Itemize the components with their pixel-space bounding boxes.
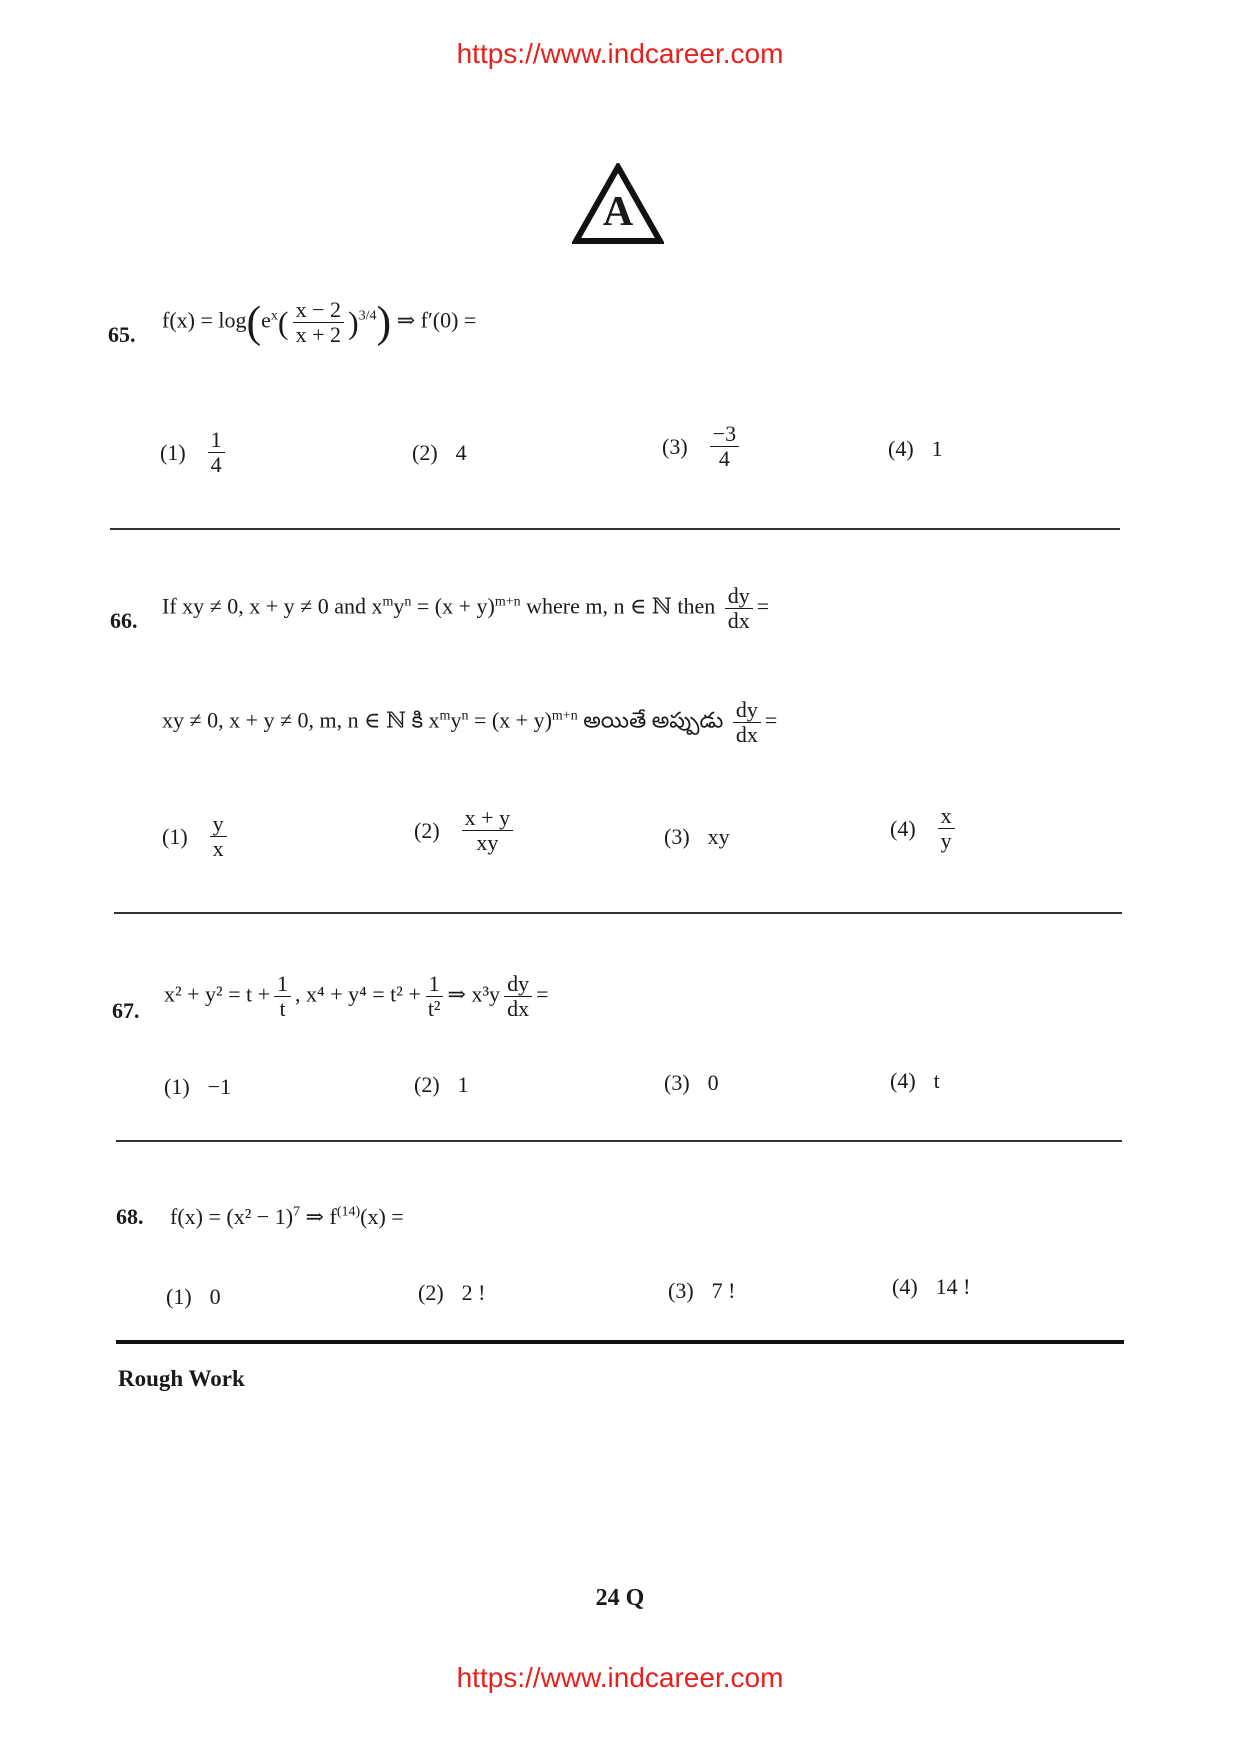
thick-divider	[116, 1340, 1124, 1344]
q65-frac-den: x + 2	[295, 322, 341, 348]
frac-num: dy	[504, 972, 532, 997]
frac-num: 1	[208, 428, 225, 453]
option-label: (2)	[412, 440, 438, 465]
q66-te-post: అయితే అప్పుడు	[577, 707, 724, 733]
divider	[114, 912, 1122, 914]
frac-num: dy	[725, 584, 753, 609]
frac-den: xy	[476, 830, 499, 856]
q67-option-3[interactable]	[664, 1070, 719, 1096]
frac-den: t	[279, 996, 286, 1022]
question-66-stem-english	[162, 584, 769, 633]
frac-num: −3	[710, 422, 739, 447]
booklet-code: A	[602, 189, 634, 235]
q67-frac-1	[274, 972, 291, 1021]
q66-en-pre: If xy ≠ 0, x + y ≠ 0 and x	[162, 593, 383, 619]
q68-p14: (14)	[336, 1204, 361, 1220]
q65-frac-num: x − 2	[293, 298, 344, 323]
option-fraction	[208, 428, 225, 477]
frac-num: 1	[426, 972, 443, 997]
option-label: (4)	[892, 1274, 918, 1299]
q65-option-2[interactable]	[412, 440, 467, 466]
q65-e: e	[261, 307, 271, 333]
q65-option-1[interactable]	[160, 428, 229, 477]
option-label: (3)	[668, 1278, 694, 1303]
option-value: 14 !	[935, 1274, 971, 1299]
q68-option-1[interactable]	[166, 1284, 221, 1310]
option-value: 0	[209, 1284, 221, 1309]
q65-option-3[interactable]	[662, 422, 743, 471]
question-66-number: 66.	[110, 608, 138, 633]
header-url[interactable]: https://www.indcareer.com	[456, 38, 784, 69]
option-label: (3)	[664, 824, 690, 849]
option-label: (2)	[414, 817, 440, 843]
q65-fraction	[293, 298, 344, 347]
option-fraction	[710, 422, 739, 471]
q66-te-y: y	[450, 707, 462, 733]
frac-num: x + y	[462, 806, 513, 831]
frac-den: 4	[718, 446, 730, 472]
q66-en-post: where m, n ∈ ℕ then	[520, 593, 716, 619]
option-value: t	[933, 1068, 940, 1093]
q68-c: (x) =	[360, 1204, 404, 1229]
frac-den: t²	[427, 996, 441, 1022]
q66-en-eq: =	[756, 593, 770, 619]
footer-url[interactable]: https://www.indcareer.com	[456, 1662, 784, 1693]
q66-te-m: m	[439, 708, 451, 724]
option-label: (1)	[162, 823, 188, 849]
question-68-stem	[170, 1204, 404, 1230]
question-67-number: 67.	[112, 998, 140, 1023]
option-label: (1)	[164, 1074, 190, 1099]
q68-option-4[interactable]	[892, 1274, 970, 1300]
question-65-stem: $f(x) = \log(e^x$( $\frac{x - 2}{x + 2}$ )$^{3/4}$) ⇒ f′(0) =	[162, 297, 477, 348]
option-fraction	[210, 812, 227, 861]
q66-te-n: n	[461, 708, 469, 724]
q66-en-mid: = (x + y)	[411, 593, 495, 619]
q67-derivative	[504, 972, 532, 1021]
frac-den: x	[212, 836, 224, 862]
q66-te-pre: xy ≠ 0, x + y ≠ 0, m, n ∈ ℕ కి x	[162, 707, 440, 733]
q65-power: 3/4	[358, 308, 377, 324]
frac-den: y	[940, 828, 952, 854]
option-value: 2 !	[461, 1280, 486, 1305]
option-fraction	[462, 806, 513, 855]
q66-en-y: y	[393, 593, 405, 619]
q65-option-4[interactable]	[888, 436, 943, 462]
option-value: 0	[707, 1070, 719, 1095]
option-value: 1	[931, 436, 943, 461]
q67-a: x² + y² = t +	[164, 981, 271, 1007]
rough-work-label: Rough Work	[118, 1366, 245, 1391]
q67-b: , x⁴ + y⁴ = t² +	[295, 981, 421, 1007]
q67-c: ⇒ x³y	[447, 981, 501, 1007]
q66-option-4[interactable]	[890, 804, 959, 853]
frac-den: dx	[735, 722, 758, 748]
divider	[110, 528, 1120, 530]
frac-num: x	[938, 804, 955, 829]
q67-eq: =	[536, 981, 549, 1007]
q65-tail: ⇒ f′(0) =	[396, 307, 477, 333]
option-value: 7 !	[711, 1278, 736, 1303]
q66-te-mn: m+n	[551, 708, 578, 724]
q68-option-3[interactable]	[668, 1278, 735, 1304]
page-number: 24 Q	[595, 1585, 645, 1611]
option-label: (1)	[166, 1284, 192, 1309]
frac-den: dx	[507, 996, 530, 1022]
divider	[116, 1140, 1122, 1142]
q68-option-2[interactable]	[418, 1280, 485, 1306]
q68-a: f(x) = (x² − 1)	[170, 1204, 294, 1229]
question-68-number: 68.	[116, 1204, 144, 1229]
q67-option-2[interactable]	[414, 1072, 469, 1098]
q67-option-1[interactable]	[164, 1074, 231, 1100]
q66-en-mn: m+n	[494, 594, 521, 610]
option-label: (4)	[888, 436, 914, 461]
q66-en-derivative	[725, 584, 753, 633]
frac-den: 4	[210, 452, 222, 478]
option-label: (4)	[890, 815, 916, 841]
frac-num: dy	[733, 698, 761, 723]
q66-option-3[interactable]	[664, 824, 730, 850]
q66-en-n: n	[404, 594, 412, 610]
option-label: (4)	[890, 1068, 916, 1093]
frac-den: dx	[727, 608, 750, 634]
q67-option-4[interactable]	[890, 1068, 940, 1094]
q66-en-m: m	[382, 594, 394, 610]
q65-sup-x: x	[270, 308, 278, 324]
option-label: (1)	[160, 439, 186, 465]
q66-te-eq: =	[764, 707, 778, 733]
q65-f: f(x) = log	[162, 307, 247, 333]
option-value: xy	[707, 824, 730, 849]
option-label: (3)	[662, 433, 688, 459]
option-label: (3)	[664, 1070, 690, 1095]
option-value: 1	[457, 1072, 469, 1097]
q66-option-2[interactable]	[414, 806, 517, 855]
q68-b: ⇒ f	[300, 1204, 337, 1229]
option-label: (2)	[418, 1280, 444, 1305]
question-66-stem-telugu	[162, 698, 777, 747]
question-67-stem	[164, 972, 548, 1021]
q66-option-1[interactable]	[162, 812, 231, 861]
option-label: (2)	[414, 1072, 440, 1097]
q67-frac-2	[425, 972, 444, 1021]
q66-te-mid: = (x + y)	[468, 707, 552, 733]
q66-te-derivative	[733, 698, 761, 747]
q68-p7: 7	[293, 1204, 301, 1220]
option-value: 4	[455, 440, 467, 465]
option-value: −1	[207, 1074, 232, 1099]
option-fraction	[938, 804, 955, 853]
frac-num: y	[210, 812, 227, 837]
frac-num: 1	[274, 972, 291, 997]
question-65-number: 65.	[108, 322, 136, 347]
